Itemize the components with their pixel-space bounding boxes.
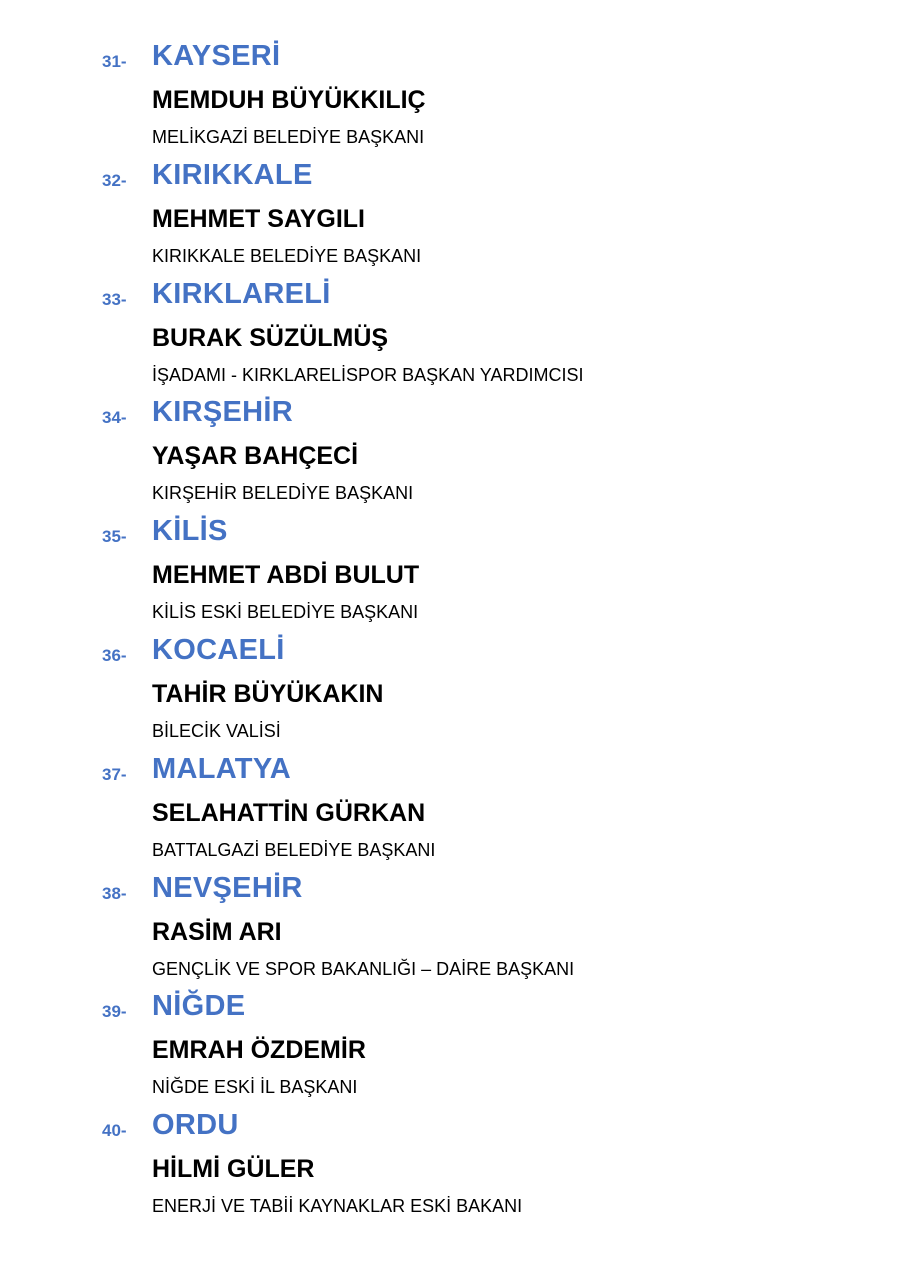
person-title: GENÇLİK VE SPOR BAKANLIĞI – DAİRE BAŞKANI xyxy=(152,958,575,979)
city-heading: NEVŞEHİR xyxy=(152,871,303,904)
person-title: ENERJİ VE TABİİ KAYNAKLAR ESKİ BAKANI xyxy=(152,1196,523,1217)
list-item xyxy=(0,396,922,515)
person-name: MEHMET SAYGILI xyxy=(152,204,365,233)
person-title: KIRŞEHİR BELEDİYE BAŞKANI xyxy=(152,483,414,504)
entry-number: 38- xyxy=(102,883,127,903)
person-title: BATTALGAZİ BELEDİYE BAŞKANI xyxy=(152,839,436,860)
entry-number: 37- xyxy=(102,764,127,784)
list-item xyxy=(0,515,922,634)
list-item xyxy=(0,1109,922,1228)
person-name: TAHİR BÜYÜKAKIN xyxy=(152,679,384,708)
city-heading: KIRIKKALE xyxy=(152,158,313,191)
list-item xyxy=(0,159,922,278)
entry-number: 35- xyxy=(102,527,127,547)
list-item xyxy=(0,40,922,159)
person-name: EMRAH ÖZDEMİR xyxy=(152,1036,366,1065)
city-heading: KOCAELİ xyxy=(152,633,285,666)
candidate-list xyxy=(0,40,922,1228)
person-name: MEHMET ABDİ BULUT xyxy=(152,561,420,590)
entry-number: 32- xyxy=(102,170,127,190)
person-name: SELAHATTİN GÜRKAN xyxy=(152,798,426,827)
person-title: NİĞDE ESKİ İL BAŞKANI xyxy=(152,1077,358,1098)
list-item xyxy=(0,753,922,872)
list-item xyxy=(0,634,922,753)
entry-number: 36- xyxy=(102,645,127,665)
city-heading: MALATYA xyxy=(152,752,292,785)
city-heading: ORDU xyxy=(152,1109,239,1142)
list-item xyxy=(0,990,922,1109)
person-title: KİLİS ESKİ BELEDİYE BAŞKANI xyxy=(152,602,419,623)
entry-number: 34- xyxy=(102,408,127,428)
person-title: İŞADAMI - KIRKLARELİSPOR BAŞKAN YARDIMCISI xyxy=(152,364,584,385)
person-name: HİLMİ GÜLER xyxy=(152,1155,315,1184)
entry-number: 40- xyxy=(102,1121,127,1141)
list-item xyxy=(0,278,922,397)
city-heading: KAYSERİ xyxy=(152,40,281,72)
person-title: KIRIKKALE BELEDİYE BAŞKANI xyxy=(152,245,422,266)
entry-number: 39- xyxy=(102,1002,127,1022)
person-title: MELİKGAZİ BELEDİYE BAŞKANI xyxy=(152,127,425,147)
city-heading: KIRKLARELİ xyxy=(152,277,331,310)
person-name: YAŞAR BAHÇECİ xyxy=(152,442,359,471)
city-heading: KIRŞEHİR xyxy=(152,396,293,429)
city-heading: NİĞDE xyxy=(152,990,246,1023)
person-title: BİLECİK VALİSİ xyxy=(152,720,281,741)
city-heading: KİLİS xyxy=(152,515,228,548)
person-name: BURAK SÜZÜLMÜŞ xyxy=(152,323,389,352)
entry-number: 33- xyxy=(102,289,127,309)
entry-number: 31- xyxy=(102,52,127,71)
person-name: MEMDUH BÜYÜKKILIÇ xyxy=(152,86,426,114)
person-name: RASİM ARI xyxy=(152,917,282,946)
list-item xyxy=(0,872,922,991)
